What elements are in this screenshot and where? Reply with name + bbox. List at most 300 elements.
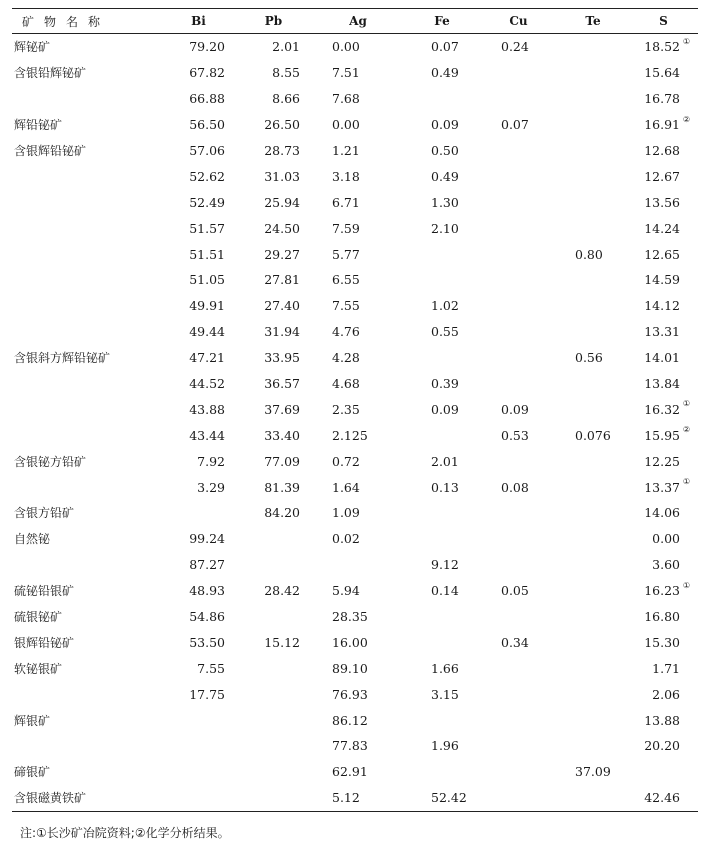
table-row	[12, 552, 698, 578]
cell-te	[557, 655, 629, 681]
mineral-name-cell	[12, 396, 162, 422]
cell-bi	[162, 604, 235, 630]
cell-fe	[404, 655, 480, 681]
value-pb: 33.95	[264, 350, 300, 366]
mineral-name-cell	[12, 86, 162, 112]
mineral-name-cell: 含银方铅矿	[14, 506, 75, 521]
value-s: 12.68	[644, 143, 680, 158]
cell-ag	[312, 215, 404, 241]
value-pb: 29.27	[264, 246, 300, 262]
value-ag: 4.28	[332, 350, 360, 366]
mineral-name-cell	[12, 215, 162, 241]
cell-pb	[235, 371, 312, 397]
value-s: 16.91	[644, 117, 680, 133]
value-s: 12.67	[644, 168, 680, 184]
table-row	[12, 474, 698, 500]
cell-cu	[480, 733, 557, 759]
cell-fe	[404, 60, 480, 86]
cell-cu	[480, 526, 557, 552]
cell-fe	[404, 448, 480, 474]
cell-fe	[404, 345, 480, 371]
value-s: 20.20	[644, 738, 680, 754]
cell-ag	[312, 267, 404, 293]
value-te: 37.09	[575, 764, 611, 780]
mineral-name-cell: 含银磁黄铁矿	[12, 785, 162, 811]
header-mineral-name: 矿物名称	[12, 9, 162, 34]
cell-s	[629, 785, 698, 811]
value-fe: 0.09	[431, 401, 459, 417]
mineral-name-cell	[12, 163, 162, 189]
value-ag: 6.71	[332, 194, 360, 210]
cell-te	[557, 578, 629, 604]
cell-ag	[312, 526, 404, 552]
value-pb: 77.09	[264, 453, 300, 469]
cell-cu	[480, 552, 557, 578]
cell-ag	[312, 707, 404, 733]
cell-te	[557, 604, 629, 630]
value-cu: 0.08	[501, 479, 529, 495]
table-header-row	[12, 9, 698, 34]
cell-ag	[312, 241, 404, 267]
table-row	[12, 629, 698, 655]
cell-te	[557, 448, 629, 474]
cell-te	[557, 396, 629, 422]
cell-pb	[235, 163, 312, 189]
value-ag: 77.83	[332, 738, 368, 754]
cell-pb	[235, 396, 312, 422]
cell-bi	[162, 578, 235, 604]
cell-te	[557, 526, 629, 552]
cell-pb	[235, 60, 312, 86]
cell-fe	[404, 34, 480, 60]
cell-cu	[480, 707, 557, 733]
cell-ag	[312, 474, 404, 500]
cell-fe	[404, 189, 480, 215]
cell-bi	[162, 293, 235, 319]
value-bi: 53.50	[189, 634, 225, 650]
value-s: 13.31	[644, 324, 680, 340]
value-ag: 1.09	[332, 505, 360, 521]
value-ag: 16.00	[332, 634, 368, 650]
value-s: 0.00	[652, 531, 680, 547]
value-ag: 5.77	[332, 246, 360, 262]
value-cu: 0.34	[501, 634, 529, 650]
value-ag: 28.35	[332, 609, 368, 625]
value-bi: 48.93	[189, 583, 225, 599]
value-bi: 51.51	[189, 246, 225, 262]
mineral-name-cell: 含银铅辉铋矿	[14, 66, 87, 81]
cell-te	[557, 707, 629, 733]
cell-s	[629, 34, 698, 60]
table-row	[12, 422, 698, 448]
cell-fe	[404, 138, 480, 164]
value-pb: 15.12	[264, 634, 300, 650]
value-s: 15.95	[644, 427, 680, 443]
cell-cu	[480, 319, 557, 345]
value-s: 14.12	[644, 298, 680, 314]
mineral-name-cell	[12, 319, 162, 345]
value-fe: 1.02	[431, 298, 459, 314]
mineral-name-cell	[12, 241, 162, 267]
value-bi: 51.05	[189, 272, 225, 288]
cell-pb	[235, 707, 312, 733]
value-bi: 7.92	[197, 453, 225, 469]
cell-fe	[404, 733, 480, 759]
cell-s	[629, 604, 698, 630]
cell-s	[629, 189, 698, 215]
cell-fe	[404, 500, 480, 526]
cell-cu	[480, 422, 557, 448]
cell-cu	[480, 578, 557, 604]
table-row	[12, 215, 698, 241]
value-ag: 3.18	[332, 168, 360, 184]
cell-ag	[312, 60, 404, 86]
cell-fe	[404, 293, 480, 319]
value-fe: 0.07	[431, 39, 459, 55]
value-pb: 84.20	[264, 505, 300, 521]
cell-bi	[162, 86, 235, 112]
cell-s	[629, 552, 698, 578]
cell-ag	[312, 785, 404, 811]
value-s: 14.59	[644, 272, 680, 288]
value-pb: 25.94	[264, 194, 300, 210]
cell-te	[557, 785, 629, 811]
cell-fe	[404, 396, 480, 422]
cell-cu	[480, 163, 557, 189]
table-footnote: 注:①长沙矿冶院资料;②化学分析结果。	[20, 826, 230, 840]
value-te: 0.076	[575, 427, 611, 443]
table-row	[12, 578, 698, 604]
table-row	[12, 526, 698, 552]
value-s: 13.37	[644, 479, 680, 495]
table-row	[12, 448, 698, 474]
value-pb: 81.39	[264, 479, 300, 495]
cell-s	[629, 422, 698, 448]
cell-pb	[235, 293, 312, 319]
value-s: 13.88	[644, 712, 680, 728]
table-row	[12, 604, 698, 630]
value-fe: 0.39	[431, 376, 459, 392]
value-ag: 5.94	[332, 583, 360, 599]
cell-ag	[312, 500, 404, 526]
value-pb: 26.50	[264, 117, 300, 133]
cell-cu	[480, 785, 557, 811]
cell-pb	[235, 552, 312, 578]
cell-cu	[480, 34, 557, 60]
cell-fe	[404, 215, 480, 241]
cell-fe	[404, 604, 480, 630]
cell-fe	[404, 681, 480, 707]
cell-cu	[480, 604, 557, 630]
cell-s	[629, 215, 698, 241]
cell-cu	[480, 189, 557, 215]
cell-cu	[480, 759, 557, 785]
value-pb: 8.55	[272, 65, 300, 81]
value-fe: 2.10	[431, 220, 459, 236]
cell-pb	[235, 526, 312, 552]
value-fe: 2.01	[431, 453, 459, 469]
cell-bi	[162, 526, 235, 552]
cell-te	[557, 733, 629, 759]
mineral-composition-document	[12, 8, 698, 812]
cell-ag	[312, 448, 404, 474]
mineral-name-cell	[12, 189, 162, 215]
cell-ag	[312, 552, 404, 578]
mineral-name-cell: 辉铅铋矿	[14, 118, 63, 133]
table-row	[12, 267, 698, 293]
cell-fe	[404, 112, 480, 138]
table-row	[12, 163, 698, 189]
cell-bi	[162, 422, 235, 448]
cell-bi	[162, 163, 235, 189]
cell-cu	[480, 112, 557, 138]
table-row	[12, 189, 698, 215]
table-row	[12, 60, 698, 86]
cell-cu	[480, 345, 557, 371]
table-row	[12, 707, 698, 733]
cell-ag	[312, 759, 404, 785]
cell-pb	[235, 215, 312, 241]
cell-fe	[404, 86, 480, 112]
cell-s	[629, 163, 698, 189]
cell-pb	[235, 785, 312, 811]
value-bi: 67.82	[189, 65, 225, 81]
cell-te	[557, 163, 629, 189]
cell-bi	[162, 707, 235, 733]
cell-s	[629, 371, 698, 397]
cell-bi	[162, 345, 235, 371]
table-row	[12, 34, 698, 60]
cell-ag	[312, 604, 404, 630]
value-bi: 79.20	[189, 39, 225, 55]
cell-s	[629, 241, 698, 267]
cell-te	[557, 552, 629, 578]
value-s: 16.78	[644, 91, 680, 107]
cell-ag	[312, 319, 404, 345]
cell-s	[629, 345, 698, 371]
value-ag: 6.55	[332, 272, 360, 288]
value-ag: 62.91	[332, 764, 368, 780]
value-bi: 99.24	[189, 531, 225, 547]
cell-pb	[235, 604, 312, 630]
cell-cu	[480, 655, 557, 681]
value-fe: 1.66	[431, 660, 459, 676]
value-ag: 0.02	[332, 531, 360, 547]
cell-te	[557, 681, 629, 707]
value-ag: 76.93	[332, 686, 368, 702]
table-row	[12, 112, 698, 138]
value-fe: 1.30	[431, 194, 459, 210]
cell-bi	[162, 34, 235, 60]
cell-cu	[480, 371, 557, 397]
value-pb: 31.03	[264, 168, 300, 184]
cell-fe	[404, 163, 480, 189]
cell-bi	[162, 241, 235, 267]
table-row	[12, 759, 698, 785]
mineral-name-cell: 自然铋	[14, 532, 51, 547]
value-s: 16.23	[644, 583, 680, 599]
cell-bi	[162, 448, 235, 474]
table-row	[12, 655, 698, 681]
cell-te	[557, 34, 629, 60]
cell-pb	[235, 759, 312, 785]
value-te: 0.56	[575, 350, 603, 366]
cell-cu	[480, 474, 557, 500]
cell-te	[557, 759, 629, 785]
value-ag: 5.12	[332, 790, 360, 806]
value-fe: 0.50	[431, 143, 459, 158]
value-fe: 0.14	[431, 583, 459, 599]
cell-bi	[162, 267, 235, 293]
value-pb: 28.42	[264, 583, 300, 599]
header-te: Te	[557, 9, 629, 34]
cell-bi	[162, 681, 235, 707]
cell-bi	[162, 552, 235, 578]
mineral-name-cell: 硫银铋矿	[14, 610, 63, 625]
table-row	[12, 785, 698, 811]
cell-cu	[480, 60, 557, 86]
value-bi: 3.29	[197, 479, 225, 495]
value-s: 18.52	[644, 39, 680, 55]
mineral-name-cell: 银辉铅铋矿	[14, 635, 75, 650]
value-s: 1.71	[652, 660, 680, 676]
cell-pb	[235, 34, 312, 60]
cell-fe	[404, 474, 480, 500]
value-fe: 3.15	[431, 686, 459, 702]
cell-bi	[162, 60, 235, 86]
mineral-name-cell	[12, 474, 162, 500]
value-pb: 28.73	[264, 143, 300, 158]
cell-ag	[312, 396, 404, 422]
value-bi: 7.55	[197, 660, 225, 676]
value-ag: 4.76	[332, 324, 360, 340]
cell-pb	[235, 86, 312, 112]
value-s: 12.25	[644, 453, 680, 469]
footnote-marker: ②	[682, 114, 690, 124]
value-pb: 27.81	[264, 272, 300, 288]
cell-ag	[312, 371, 404, 397]
value-ag: 2.125	[332, 427, 368, 443]
cell-fe	[404, 785, 480, 811]
mineral-name-cell	[12, 293, 162, 319]
table-row	[12, 86, 698, 112]
cell-s	[629, 60, 698, 86]
header-fe: Fe	[404, 9, 480, 34]
cell-s	[629, 396, 698, 422]
value-s: 14.06	[644, 505, 680, 521]
header-cu: Cu	[480, 9, 557, 34]
value-bi: 49.91	[189, 298, 225, 314]
mineral-name-cell	[12, 371, 162, 397]
value-bi: 56.50	[189, 117, 225, 133]
value-pb: 8.66	[272, 91, 300, 107]
mineral-name-cell	[12, 681, 162, 707]
value-bi: 49.44	[189, 324, 225, 340]
value-pb: 33.40	[264, 427, 300, 443]
cell-bi	[162, 733, 235, 759]
value-fe: 0.55	[431, 324, 459, 340]
cell-te	[557, 629, 629, 655]
cell-bi	[162, 655, 235, 681]
value-bi: 87.27	[189, 557, 225, 573]
cell-pb	[235, 681, 312, 707]
value-cu: 0.24	[501, 39, 529, 55]
cell-te	[557, 500, 629, 526]
cell-s	[629, 474, 698, 500]
cell-bi	[162, 138, 235, 164]
value-bi: 47.21	[189, 350, 225, 366]
cell-pb	[235, 629, 312, 655]
cell-ag	[312, 189, 404, 215]
mineral-name-cell: 硫铋铅银矿	[14, 584, 75, 599]
mineral-name-cell	[12, 422, 162, 448]
mineral-name-cell: 软铋银矿	[14, 661, 63, 676]
cell-fe	[404, 578, 480, 604]
value-fe: 9.12	[431, 557, 459, 573]
header-ag: Ag	[312, 9, 404, 34]
cell-fe	[404, 759, 480, 785]
cell-pb	[235, 733, 312, 759]
value-pb: 24.50	[264, 220, 300, 236]
cell-fe	[404, 422, 480, 448]
cell-te	[557, 474, 629, 500]
cell-s	[629, 138, 698, 164]
cell-s	[629, 681, 698, 707]
value-ag: 7.68	[332, 91, 360, 107]
value-pb: 37.69	[264, 401, 300, 417]
value-s: 42.46	[644, 790, 680, 806]
value-ag: 4.68	[332, 376, 360, 392]
value-fe: 0.13	[431, 479, 459, 495]
cell-te	[557, 189, 629, 215]
value-ag: 7.59	[332, 220, 360, 236]
table-row	[12, 241, 698, 267]
cell-te	[557, 215, 629, 241]
value-fe: 1.96	[431, 738, 459, 754]
table-row	[12, 371, 698, 397]
cell-cu	[480, 448, 557, 474]
cell-bi	[162, 396, 235, 422]
value-s: 15.30	[644, 634, 680, 650]
cell-s	[629, 500, 698, 526]
cell-fe	[404, 267, 480, 293]
cell-te	[557, 371, 629, 397]
value-cu: 0.07	[501, 117, 529, 133]
cell-ag	[312, 681, 404, 707]
mineral-composition-table	[12, 8, 698, 812]
table-row	[12, 293, 698, 319]
cell-cu	[480, 500, 557, 526]
cell-ag	[312, 655, 404, 681]
value-s: 14.01	[644, 350, 680, 366]
cell-s	[629, 707, 698, 733]
cell-cu	[480, 267, 557, 293]
cell-bi	[162, 785, 235, 811]
value-bi: 44.52	[189, 376, 225, 392]
value-s: 16.32	[644, 401, 680, 417]
value-s: 3.60	[652, 557, 680, 573]
cell-te	[557, 267, 629, 293]
mineral-name-cell	[12, 267, 162, 293]
cell-cu	[480, 138, 557, 164]
cell-fe	[404, 526, 480, 552]
cell-fe	[404, 371, 480, 397]
footnote-marker: ①	[682, 399, 690, 409]
cell-pb	[235, 448, 312, 474]
value-s: 13.56	[644, 194, 680, 210]
value-pb: 36.57	[264, 376, 300, 392]
cell-bi	[162, 474, 235, 500]
